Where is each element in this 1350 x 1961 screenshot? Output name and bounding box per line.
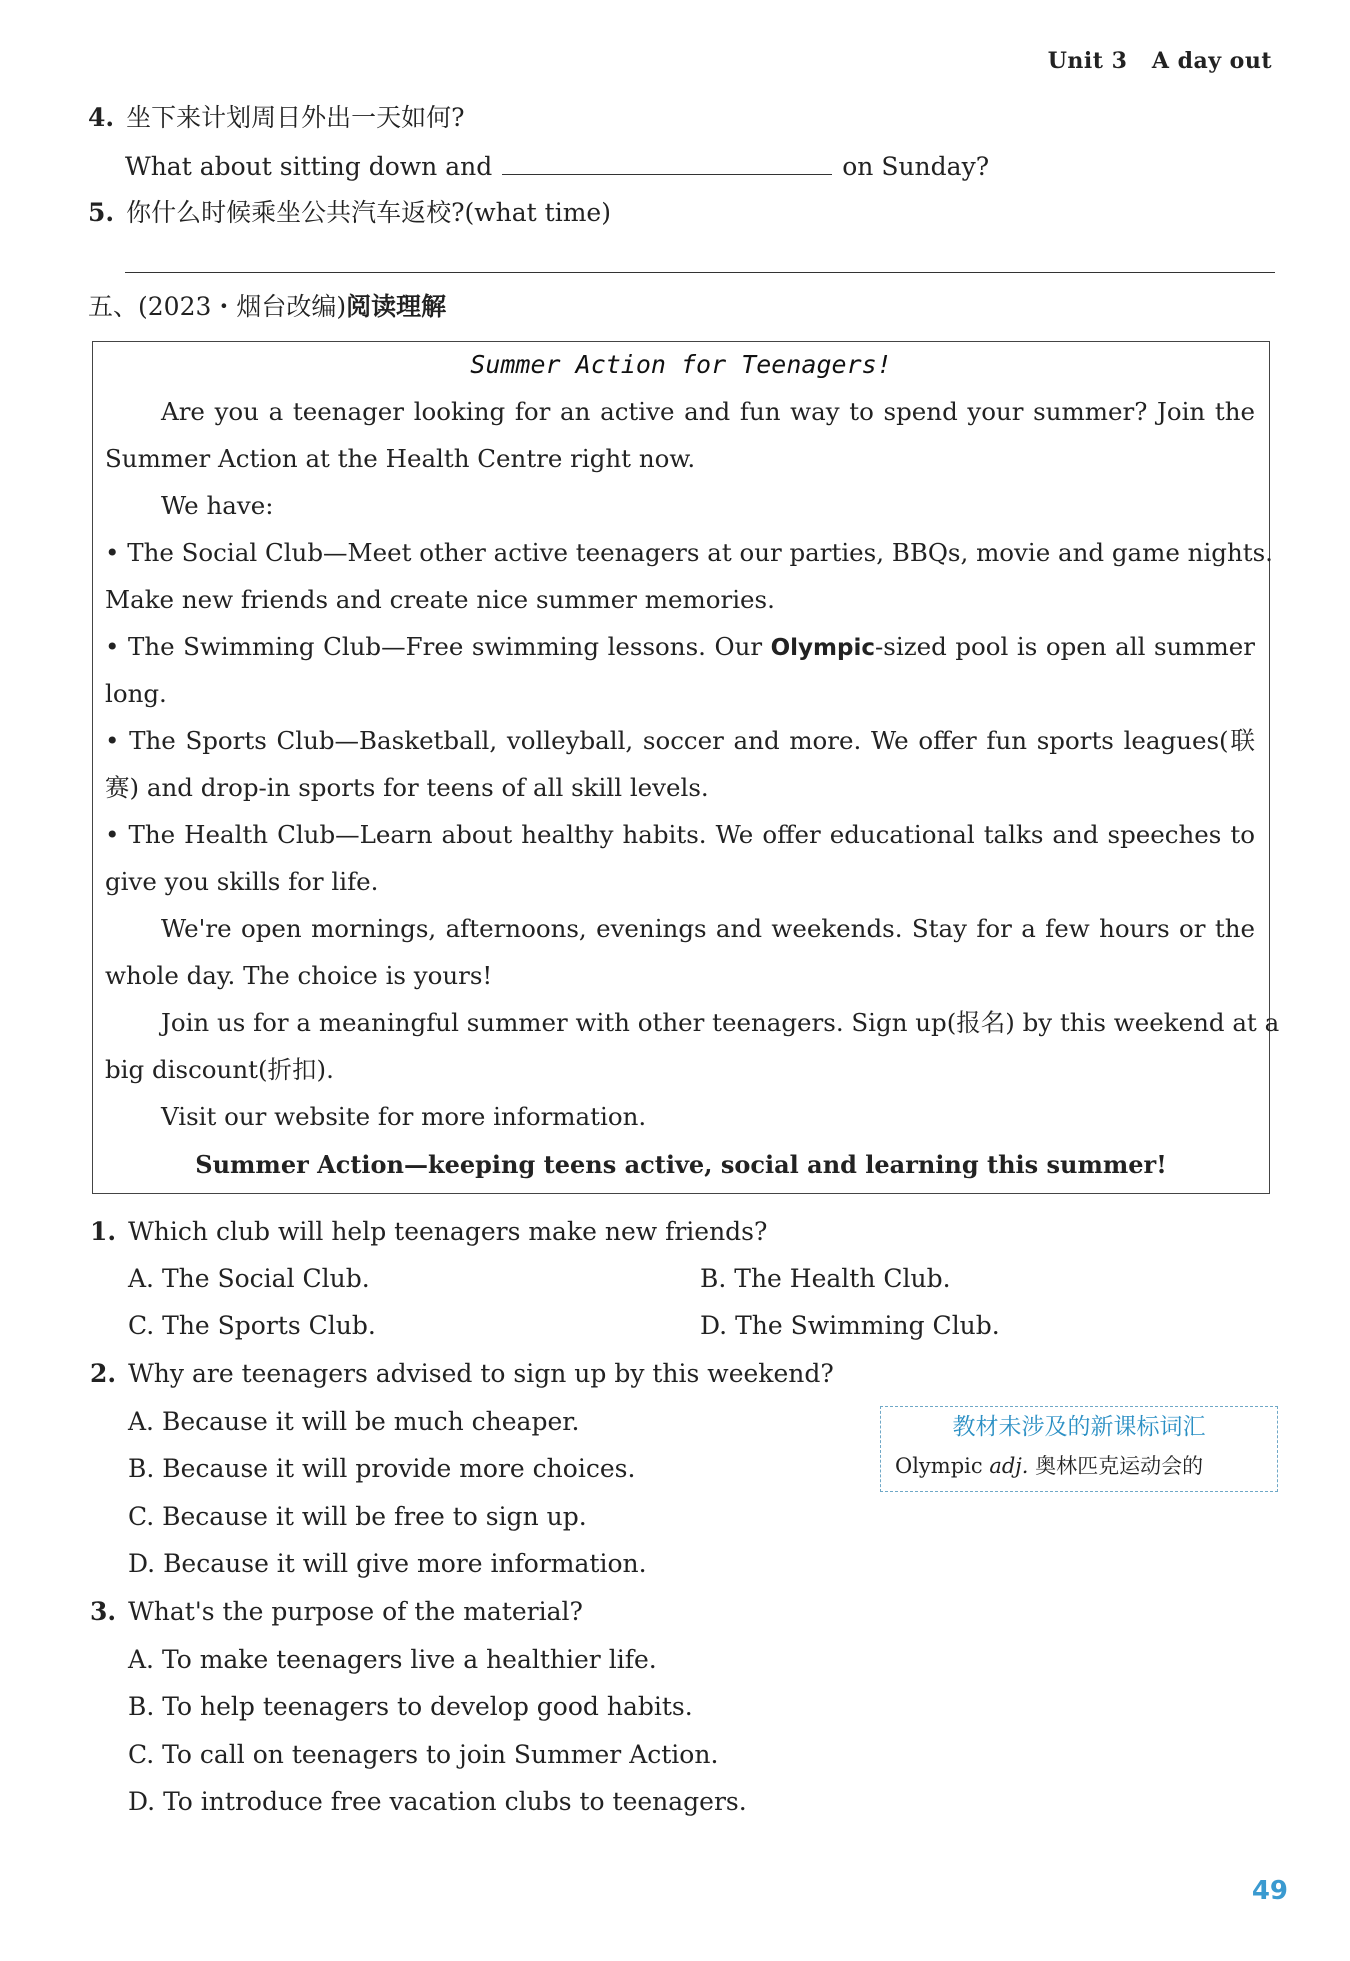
option-text: Because it will be much cheaper.: [161, 1407, 580, 1436]
vocab-meaning: 奥林匹克运动会的: [1035, 1454, 1204, 1478]
option-2a[interactable]: [128, 1405, 579, 1439]
unit-label: Unit 3: [1047, 48, 1128, 74]
option-text: Because it will give more information.: [163, 1549, 647, 1578]
option-text: To make teenagers live a healthier life.: [161, 1645, 657, 1674]
question-text: Why are teenagers advised to sign up by this weekend?: [128, 1359, 834, 1388]
option-letter: C.: [128, 1502, 155, 1531]
olympic-keyword: Olympic: [770, 635, 876, 661]
section-label: 五、(2023・烟台改编): [88, 292, 347, 321]
swim-text-b: -sized pool is open all summer: [875, 632, 1255, 661]
option-letter: B.: [128, 1692, 155, 1721]
answer-blank[interactable]: [502, 148, 832, 175]
option-text: Because it will provide more choices.: [162, 1454, 636, 1483]
social-club-line: • The Social Club—Meet other active teenagers at our parties, BBQs, movie and game nights.: [105, 538, 1273, 567]
option-letter: D.: [128, 1787, 156, 1816]
answer-line[interactable]: [125, 272, 1275, 273]
option-1a[interactable]: [128, 1262, 370, 1296]
vocab-entry: [895, 1451, 1203, 1481]
option-text: To introduce free vacation clubs to teenagers.: [163, 1787, 747, 1816]
option-letter: B.: [700, 1264, 727, 1293]
section-header: [88, 290, 446, 324]
option-2b[interactable]: [128, 1452, 635, 1486]
question-1: [90, 1215, 767, 1249]
option-letter: A.: [128, 1407, 155, 1436]
passage-line: whole day. The choice is yours!: [105, 961, 493, 990]
option-text: To help teenagers to develop good habits.: [162, 1692, 693, 1721]
page-number: 49: [1251, 1876, 1288, 1906]
option-3b[interactable]: [128, 1690, 693, 1724]
english-after: on Sunday?: [842, 152, 990, 181]
question-2: [90, 1357, 834, 1391]
vocab-pos: adj.: [989, 1454, 1029, 1478]
option-letter: D.: [700, 1311, 728, 1340]
passage-line: Visit our website for more information.: [161, 1102, 647, 1131]
option-text: The Social Club.: [161, 1264, 370, 1293]
option-1d[interactable]: [700, 1309, 1000, 1343]
option-3a[interactable]: [128, 1643, 657, 1677]
question-text: What's the purpose of the material?: [128, 1597, 583, 1626]
swimming-club-line: [105, 630, 1255, 665]
item-chinese: 坐下来计划周日外出一天如何?: [126, 103, 465, 132]
option-letter: C.: [128, 1740, 155, 1769]
passage-line: We're open mornings, afternoons, evenings and weekends. Stay for a few hours or the: [161, 914, 1255, 943]
option-2c[interactable]: [128, 1500, 587, 1534]
option-text: Because it will be free to sign up.: [162, 1502, 587, 1531]
option-letter: C.: [128, 1311, 155, 1340]
passage-title: Summer Action for Teenagers!: [470, 350, 892, 379]
option-letter: B.: [128, 1454, 155, 1483]
item-chinese: 你什么时候乘坐公共汽车返校?(what time): [126, 198, 611, 227]
health-club-line: • The Health Club—Learn about healthy habits. We offer educational talks and speeches to: [105, 820, 1255, 849]
option-text: The Health Club.: [734, 1264, 951, 1293]
vocab-word: Olympic: [895, 1454, 983, 1478]
question-number: 2.: [90, 1359, 117, 1388]
english-before: What about sitting down and: [125, 152, 493, 181]
passage-line: Join us for a meaningful summer with other teenagers. Sign up(报名) by this weekend at a: [161, 1008, 1280, 1037]
question-number: 3.: [90, 1597, 117, 1626]
question-number: 1.: [90, 1217, 117, 1246]
question-text: Which club will help teenagers make new friends?: [128, 1217, 768, 1246]
sports-club-line: • The Sports Club—Basketball, volleyball, soccer and more. We offer fun sports leagues(联: [105, 726, 1255, 755]
translation-item-5: [88, 196, 611, 230]
translation-item-4-english: [125, 148, 989, 184]
option-letter: A.: [128, 1645, 155, 1674]
passage-line: give you skills for life.: [105, 867, 379, 896]
vocab-note-box: [880, 1406, 1278, 1492]
passage-slogan: Summer Action—keeping teens active, social and learning this summer!: [195, 1150, 1167, 1179]
option-3d[interactable]: [128, 1785, 747, 1819]
page-header: [1048, 48, 1272, 74]
option-1b[interactable]: [700, 1262, 951, 1296]
option-text: The Sports Club.: [162, 1311, 376, 1340]
swim-text-a: • The Swimming Club—Free swimming lessons. Our: [105, 632, 763, 661]
passage-line: Make new friends and create nice summer memories.: [105, 585, 775, 614]
translation-item-4: [88, 101, 465, 135]
option-2d[interactable]: [128, 1547, 647, 1581]
item-number: 4.: [88, 103, 115, 132]
passage-line: Summer Action at the Health Centre right now.: [105, 444, 696, 473]
unit-title: A day out: [1151, 48, 1272, 74]
section-title: 阅读理解: [346, 292, 447, 321]
reading-passage: [92, 341, 1280, 1194]
item-number: 5.: [88, 198, 115, 227]
option-3c[interactable]: [128, 1738, 718, 1772]
passage-line: long.: [105, 679, 167, 708]
passage-line: big discount(折扣).: [105, 1055, 334, 1084]
passage-line: Are you a teenager looking for an active and fun way to spend your summer? Join the: [161, 397, 1255, 426]
option-letter: D.: [128, 1549, 156, 1578]
option-1c[interactable]: [128, 1309, 376, 1343]
option-text: To call on teenagers to join Summer Action.: [162, 1740, 719, 1769]
option-text: The Swimming Club.: [735, 1311, 1000, 1340]
vocab-title: 教材未涉及的新课标词汇: [952, 1414, 1206, 1440]
question-3: [90, 1595, 583, 1629]
passage-line: We have:: [161, 491, 274, 520]
passage-line: 赛) and drop-in sports for teens of all skill levels.: [105, 773, 709, 802]
option-letter: A.: [128, 1264, 155, 1293]
